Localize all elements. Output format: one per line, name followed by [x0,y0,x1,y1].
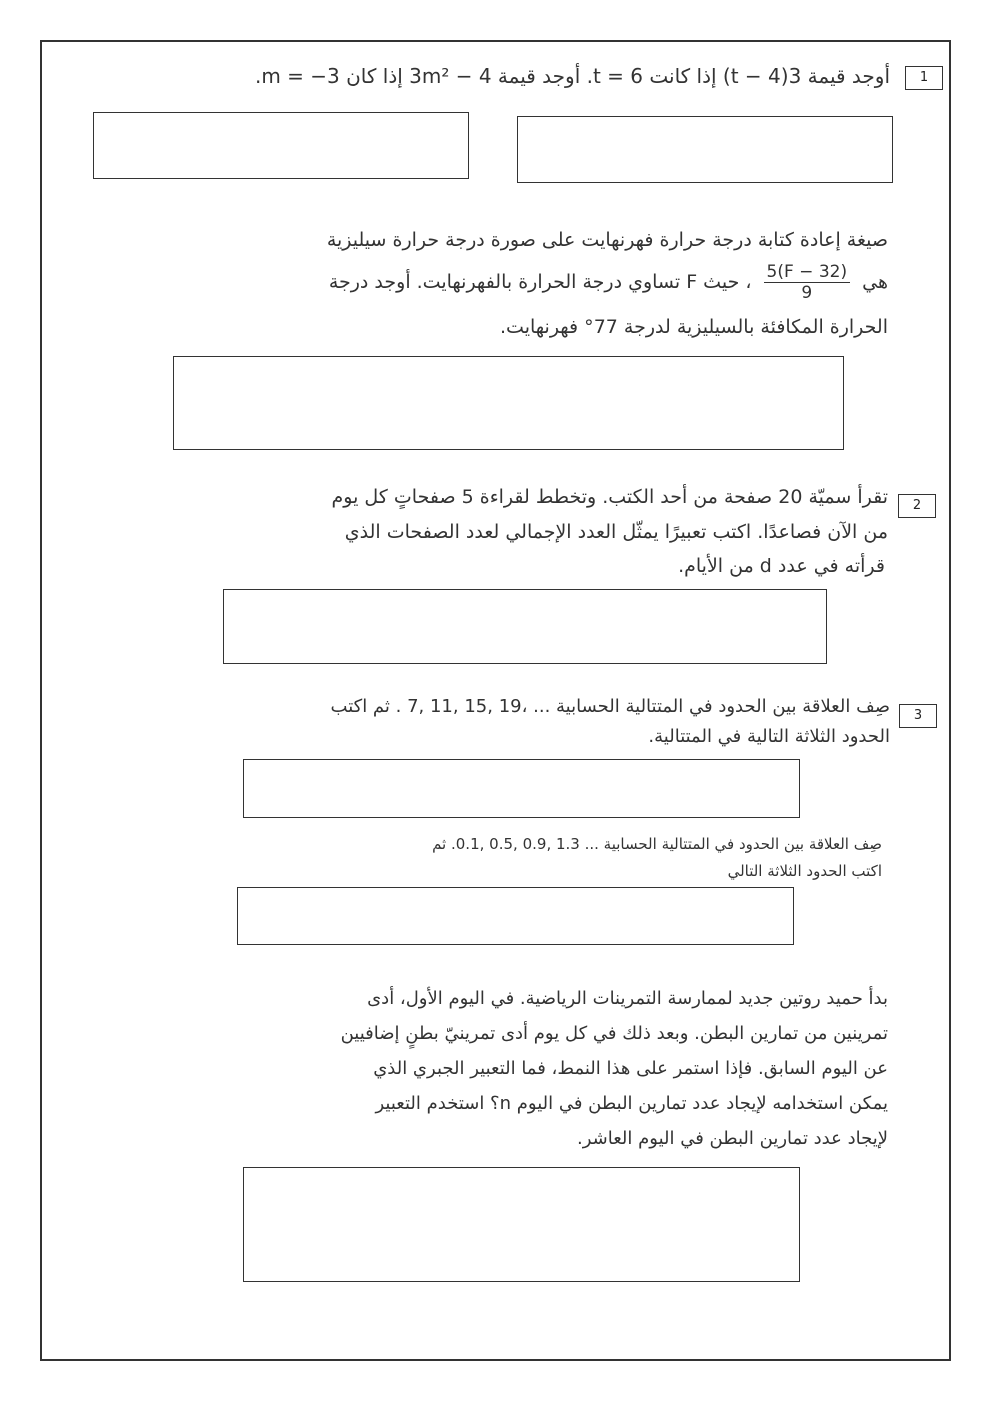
question-4-line-3: عن اليوم السابق. فإذا استمر على هذا النمط، فما التعبير الجبري الذي [373,1058,888,1079]
question-3b-line-2: اكتب الحدود الثلاثة التالي [727,862,882,880]
question-3b-line-1: صِف العلاقة بين الحدود في المتتالية الحسابية ... 1.3 ,0.9 ,0.5 ,0.1. ثم [432,835,882,853]
fraction-numerator: 5(F − 32) [764,262,851,283]
answer-box-1a[interactable] [517,116,893,183]
question-4-line-4: يمكن استخدامه لإيجاد عدد تمارين البطن في اليوم n؟ استخدم التعبير [375,1093,888,1114]
question-2-line-1: تقرأ سميّة 20 صفحة من أحد الكتب. وتخطط لقراءة 5 صفحاتٍ كل يوم [331,486,888,508]
answer-box-3b[interactable] [237,887,794,945]
question-1-text: أوجد قيمة 3(t − 4) إذا كانت t = 6. أوجد قيمة 3m² − 4 إذا كان m = −3. [254,64,890,88]
celsius-question-line-3: الحرارة المكافئة بالسيليزية لدرجة 77° فهرنهايت. [500,316,888,338]
answer-box-4[interactable] [243,1167,800,1282]
fraction-denominator: 9 [801,283,813,303]
answer-box-2[interactable] [223,589,827,664]
answer-box-3[interactable] [243,759,800,818]
question-3-line-1: صِف العلاقة بين الحدود في المتتالية الحسابية ... ،19 ,15 ,11 ,7 . ثم اكتب [330,696,890,717]
question-number-3: 3 [899,704,937,728]
question-2-line-2: من الآن فصاعدًا. اكتب تعبيرًا يمثّل العدد الإجمالي لعدد الصفحات الذي [344,521,888,543]
celsius-line2-start: هي [862,271,888,293]
question-2-line-3: قرأته في عدد d من الأيام. [678,555,885,577]
celsius-line2-end: ، حيث F تساوي درجة الحرارة بالفهرنهايت. أوجد درجة [328,271,752,293]
celsius-question-line-1: صيغة إعادة كتابة درجة حرارة فهرنهايت على صورة درجة حرارة سيليزية [326,229,888,251]
question-number-2: 2 [898,494,936,518]
answer-box-celsius[interactable] [173,356,844,450]
celsius-question-line-2 [180,262,888,303]
question-4-line-2: تمرينين من تمارين البطن. وبعد ذلك في كل يوم أدى تمرينيّ بطنٍ إضافيين [340,1023,888,1044]
question-number-1: 1 [905,66,943,90]
celsius-fraction [764,262,851,303]
question-4-line-5: لإيجاد عدد تمارين البطن في اليوم العاشر. [577,1128,888,1149]
question-4-line-1: بدأ حميد روتين جديد لممارسة التمرينات الرياضية. في اليوم الأول، أدى [367,988,888,1009]
question-3-line-2: الحدود الثلاثة التالية في المتتالية. [648,726,890,747]
answer-box-1b[interactable] [93,112,469,179]
